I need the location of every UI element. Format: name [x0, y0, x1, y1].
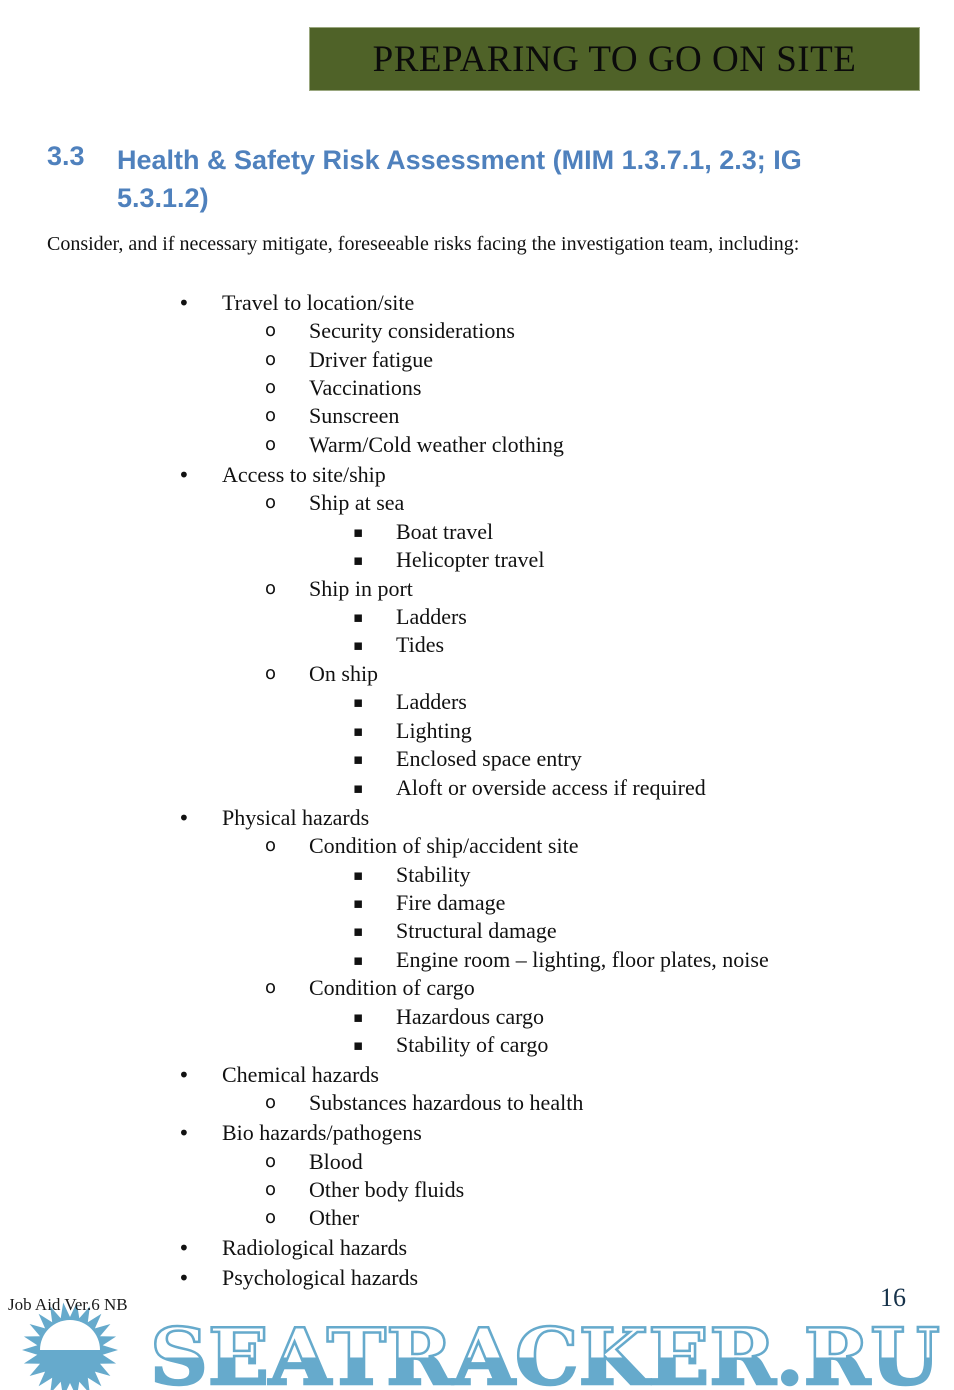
square-bullet-icon: ▪	[353, 951, 364, 969]
square-bullet-icon: ▪	[353, 636, 364, 654]
footer-version: Job Aid Ver.6 NB	[8, 1295, 128, 1314]
circle-bullet-icon: o	[265, 578, 277, 599]
intro-paragraph: Consider, and if necessary mitigate, foreseeable risks facing the investigation team, including:	[47, 233, 800, 255]
square-bullet-icon: ▪	[353, 523, 364, 541]
list-item: Stability of cargo	[396, 1032, 549, 1057]
circle-bullet-icon: o	[265, 1092, 277, 1113]
bullet-icon: •	[178, 1266, 190, 1290]
list-item: Stability	[396, 862, 471, 887]
bullet-icon: •	[178, 806, 190, 830]
square-bullet-icon: ▪	[353, 1008, 364, 1026]
list-item: Helicopter travel	[396, 547, 545, 572]
square-bullet-icon: ▪	[353, 779, 364, 797]
list-item: Warm/Cold weather clothing	[309, 432, 564, 457]
list-item: Engine room – lighting, floor plates, noise	[396, 947, 769, 972]
circle-bullet-icon: o	[265, 835, 277, 856]
circle-bullet-icon: o	[265, 1207, 277, 1228]
bullet-icon: •	[178, 1063, 190, 1087]
square-bullet-icon: ▪	[353, 922, 364, 940]
circle-bullet-icon: o	[265, 1179, 277, 1200]
list-item: Sunscreen	[309, 403, 400, 428]
circle-bullet-icon: o	[265, 1151, 277, 1172]
list-item: Substances hazardous to health	[309, 1090, 584, 1115]
section-heading: Health & Safety Risk Assessment (MIM 1.3.7.1, 2.3; IG 5.3.1.2)	[117, 145, 802, 213]
list-item: Travel to location/site	[222, 290, 415, 315]
list-item: Psychological hazards	[222, 1265, 419, 1290]
section-banner	[309, 27, 920, 91]
list-item: Ship at sea	[309, 490, 405, 515]
list-item: Radiological hazards	[222, 1235, 408, 1260]
list-item: Chemical hazards	[222, 1062, 379, 1087]
circle-bullet-icon: o	[265, 405, 277, 426]
list-item: Driver fatigue	[309, 347, 433, 372]
list-item: Condition of cargo	[309, 975, 475, 1000]
list-item: Tides	[396, 632, 445, 657]
list-item: Blood	[309, 1149, 363, 1174]
list-item: Other body fluids	[309, 1177, 465, 1202]
list-item: Fire damage	[396, 890, 506, 915]
square-bullet-icon: ▪	[353, 894, 364, 912]
bullet-icon: •	[178, 463, 190, 487]
square-bullet-icon: ▪	[353, 693, 364, 711]
circle-bullet-icon: o	[265, 320, 277, 341]
bullet-icon: •	[178, 1121, 190, 1145]
square-bullet-icon: ▪	[353, 750, 364, 768]
watermark-text: SEATRACKER.RU	[150, 1312, 940, 1390]
list-item: Ladders	[396, 604, 467, 629]
list-item: Lighting	[396, 718, 472, 743]
square-bullet-icon: ▪	[353, 551, 364, 569]
list-item: Physical hazards	[222, 805, 370, 830]
list-item: Structural damage	[396, 918, 557, 943]
list-item: Other	[309, 1205, 360, 1230]
bullet-icon: •	[178, 1236, 190, 1260]
list-item: Hazardous cargo	[396, 1004, 545, 1029]
circle-bullet-icon: o	[265, 377, 277, 398]
square-bullet-icon: ▪	[353, 608, 364, 626]
circle-bullet-icon: o	[265, 492, 277, 513]
circle-bullet-icon: o	[265, 349, 277, 370]
page-number: 16	[880, 1283, 906, 1312]
list-item: On ship	[309, 661, 379, 686]
list-item: Aloft or overside access if required	[396, 775, 706, 800]
list-item: Security considerations	[309, 318, 515, 343]
square-bullet-icon: ▪	[353, 1036, 364, 1054]
banner-title: PREPARING TO GO ON SITE	[372, 38, 857, 80]
list-item: Ship in port	[309, 576, 413, 601]
list-item: Condition of ship/accident site	[309, 833, 579, 858]
square-bullet-icon: ▪	[353, 722, 364, 740]
list-item: Vaccinations	[309, 375, 422, 400]
bullet-icon: •	[178, 291, 190, 315]
circle-bullet-icon: o	[265, 977, 277, 998]
list-item: Bio hazards/pathogens	[222, 1120, 422, 1145]
sun-icon	[22, 1303, 118, 1390]
list-item: Boat travel	[396, 519, 494, 544]
section-number: 3.3	[47, 141, 85, 171]
list-item: Access to site/ship	[222, 462, 386, 487]
list-item: Ladders	[396, 689, 467, 714]
watermark-logo	[0, 1300, 954, 1390]
list-item: Enclosed space entry	[396, 746, 582, 771]
circle-bullet-icon: o	[265, 663, 277, 684]
square-bullet-icon: ▪	[353, 866, 364, 884]
circle-bullet-icon: o	[265, 434, 277, 455]
